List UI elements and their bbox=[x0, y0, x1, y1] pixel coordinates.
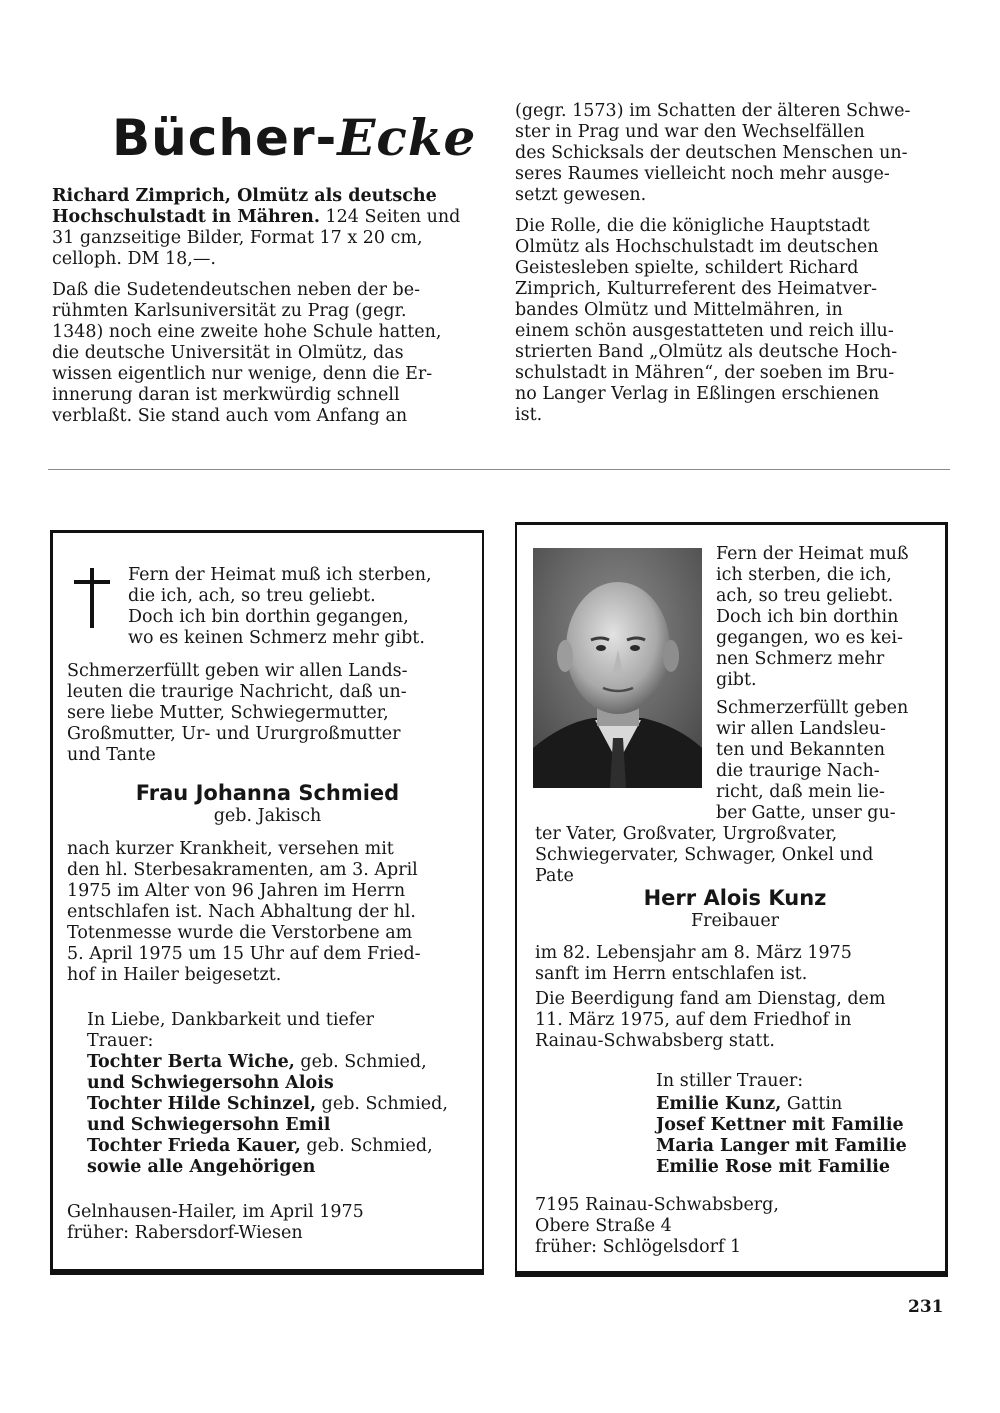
obituary-right-address bbox=[535, 1195, 935, 1258]
text-line: früher: Rabersdorf-Wiesen bbox=[67, 1223, 303, 1243]
poem-line: Doch ich bin dorthin bbox=[716, 607, 899, 627]
text-line: ter Vater, Großvater, Urgroßvater, bbox=[535, 824, 838, 844]
text-line: wir allen Landsleu- bbox=[716, 719, 886, 739]
text-line: strierten Band „Olmütz als deutsche Hoch- bbox=[515, 342, 898, 362]
text-line: Schmerzerfüllt geben wir allen Lands- bbox=[67, 661, 408, 681]
poem-line: ich sterben, die ich, bbox=[716, 565, 892, 585]
obituary-right-mourners bbox=[656, 1071, 946, 1178]
heading-main: Bücher- bbox=[112, 109, 338, 167]
poem-line: gegangen, wo es kei- bbox=[716, 628, 903, 648]
portrait-image bbox=[533, 548, 702, 788]
section-divider bbox=[48, 469, 950, 470]
review-right-column bbox=[515, 101, 950, 436]
text-line: ist. bbox=[515, 405, 543, 425]
text-line: im 82. Lebensjahr am 8. März 1975 bbox=[535, 943, 852, 963]
poem-line: wo es keinen Schmerz mehr gibt. bbox=[128, 628, 425, 648]
obituary-left-announcement bbox=[67, 661, 468, 766]
obituary-left-details bbox=[67, 839, 468, 986]
mourner-line: und Schwiegersohn Alois bbox=[87, 1073, 334, 1093]
text-line: Totenmesse wurde die Verstorbene am bbox=[67, 923, 413, 943]
deceased-name-left: Frau Johanna Schmied bbox=[135, 781, 400, 805]
text-line: Gelnhausen-Hailer, im April 1975 bbox=[67, 1202, 364, 1222]
text-line: früher: Schlögelsdorf 1 bbox=[535, 1237, 742, 1257]
text-line: den hl. Sterbesakramenten, am 3. April bbox=[67, 860, 418, 880]
text-line: Zimprich, Kulturreferent des Heimatver- bbox=[515, 279, 877, 299]
book-citation bbox=[52, 186, 484, 270]
citation-line: celloph. DM 18,—. bbox=[52, 249, 216, 269]
text-line: sanft im Herrn entschlafen ist. bbox=[535, 964, 808, 984]
heading-accent: Ecke bbox=[337, 108, 477, 167]
text-line: ber Gatte, unser gu- bbox=[716, 803, 896, 823]
review-paragraph-1-continued bbox=[515, 101, 950, 206]
obituary-right-announcement-continued bbox=[535, 824, 935, 887]
text-line: setzt gewesen. bbox=[515, 185, 647, 205]
obituary-left-poem bbox=[128, 565, 478, 649]
text-line: 7195 Rainau-Schwabsberg, bbox=[535, 1195, 779, 1215]
text-line: innerung daran ist merkwürdig schnell bbox=[52, 385, 400, 405]
mourning-intro: In Liebe, Dankbarkeit und tiefer bbox=[87, 1010, 374, 1030]
text-line: und Tante bbox=[67, 745, 156, 765]
text-line: Daß die Sudetendeutschen neben der be- bbox=[52, 280, 420, 300]
text-line: ster in Prag und war den Wechselfällen bbox=[515, 122, 865, 142]
obituary-left-place bbox=[67, 1202, 468, 1244]
obituary-left-mourners bbox=[87, 1010, 467, 1178]
maiden-name: geb. Jakisch bbox=[213, 806, 322, 826]
text-line: Großmutter, Ur- und Ururgroßmutter bbox=[67, 724, 401, 744]
text-line: ten und Bekannten bbox=[716, 740, 885, 760]
cross-icon bbox=[74, 568, 110, 628]
text-line: entschlafen ist. Nach Abhaltung der hl. bbox=[67, 902, 416, 922]
obituary-right-announcement bbox=[716, 698, 934, 824]
text-line: rühmten Karlsuniversität zu Prag (gegr. bbox=[52, 301, 407, 321]
text-line: schulstadt in Mähren“, der soeben im Bru- bbox=[515, 363, 895, 383]
section-heading bbox=[112, 108, 476, 167]
mourner-line: Tochter Hilde Schinzel, geb. Schmied, bbox=[87, 1094, 448, 1114]
text-line: 5. April 1975 um 15 Uhr auf dem Fried- bbox=[67, 944, 421, 964]
text-line: hof in Hailer beigesetzt. bbox=[67, 965, 282, 985]
obituary-right-poem bbox=[716, 544, 934, 691]
poem-line: ach, so treu geliebt. bbox=[716, 586, 894, 606]
text-line: no Langer Verlag in Eßlingen erschienen bbox=[515, 384, 880, 404]
poem-line: gibt. bbox=[716, 670, 757, 690]
review-left-column bbox=[52, 186, 484, 437]
obituary-right-funeral bbox=[535, 989, 935, 1052]
text-line: Obere Straße 4 bbox=[535, 1216, 672, 1236]
mourner-line: Emilie Kunz, Gattin bbox=[656, 1094, 843, 1114]
citation-line: Richard Zimprich, Olmütz als deutsche bbox=[52, 186, 437, 206]
obituary-right-details bbox=[535, 943, 935, 985]
mourner-line: und Schwiegersohn Emil bbox=[87, 1115, 331, 1135]
review-paragraph-2 bbox=[515, 216, 950, 426]
text-line: des Schicksals der deutschen Menschen un- bbox=[515, 143, 908, 163]
text-line: Pate bbox=[535, 866, 574, 886]
poem-line: die ich, ach, so treu geliebt. bbox=[128, 586, 376, 606]
citation-line: 31 ganzseitige Bilder, Format 17 x 20 cm, bbox=[52, 228, 423, 248]
occupation: Freibauer bbox=[690, 911, 780, 931]
text-line: richt, daß mein lie- bbox=[716, 782, 885, 802]
text-line: Olmütz als Hochschulstadt im deutschen bbox=[515, 237, 879, 257]
text-line: Die Beerdigung fand am Dienstag, dem bbox=[535, 989, 886, 1009]
poem-line: Doch ich bin dorthin gegangen, bbox=[128, 607, 409, 627]
text-line: Die Rolle, die die königliche Hauptstadt bbox=[515, 216, 870, 236]
text-line: wissen eigentlich nur wenige, denn die Er- bbox=[52, 364, 433, 384]
mourner-line: Emilie Rose mit Familie bbox=[656, 1157, 891, 1177]
review-paragraph-1 bbox=[52, 280, 484, 427]
mourner-line: Tochter Berta Wiche, geb. Schmied, bbox=[87, 1052, 427, 1072]
citation-line: Hochschulstadt in Mähren. 124 Seiten und bbox=[52, 207, 461, 227]
text-line: die traurige Nach- bbox=[716, 761, 880, 781]
page-number: 231 bbox=[908, 1297, 944, 1317]
text-line: 1975 im Alter von 96 Jahren im Herrn bbox=[67, 881, 406, 901]
mourner-line: sowie alle Angehörigen bbox=[87, 1157, 316, 1177]
text-line: 1348) noch eine zweite hohe Schule hatten, bbox=[52, 322, 442, 342]
text-line: nach kurzer Krankheit, versehen mit bbox=[67, 839, 394, 859]
mourner-line: Josef Kettner mit Familie bbox=[656, 1115, 904, 1135]
text-line: (gegr. 1573) im Schatten der älteren Schwe- bbox=[515, 101, 911, 121]
text-line: einem schön ausgestatteten und reich illu- bbox=[515, 321, 894, 341]
poem-line: Fern der Heimat muß bbox=[716, 544, 909, 564]
text-line: sere liebe Mutter, Schwiegermutter, bbox=[67, 703, 389, 723]
mourner-line: Tochter Frieda Kauer, geb. Schmied, bbox=[87, 1136, 433, 1156]
text-line: Schmerzerfüllt geben bbox=[716, 698, 909, 718]
mourning-intro: In stiller Trauer: bbox=[656, 1071, 804, 1091]
poem-line: nen Schmerz mehr bbox=[716, 649, 885, 669]
text-line: Rainau-Schwabsberg statt. bbox=[535, 1031, 775, 1051]
mourning-intro: Trauer: bbox=[87, 1031, 154, 1051]
text-line: Geistesleben spielte, schildert Richard bbox=[515, 258, 859, 278]
text-line: 11. März 1975, auf dem Friedhof in bbox=[535, 1010, 852, 1030]
text-line: bandes Olmütz und Mittelmähren, in bbox=[515, 300, 843, 320]
text-line: leuten die traurige Nachricht, daß un- bbox=[67, 682, 407, 702]
text-line: die deutsche Universität in Olmütz, das bbox=[52, 343, 404, 363]
poem-line: Fern der Heimat muß ich sterben, bbox=[128, 565, 432, 585]
mourner-line: Maria Langer mit Familie bbox=[656, 1136, 907, 1156]
text-line: Schwiegervater, Schwager, Onkel und bbox=[535, 845, 874, 865]
deceased-name-right: Herr Alois Kunz bbox=[643, 886, 827, 910]
portrait-photo bbox=[533, 548, 702, 788]
text-line: seres Raumes vielleicht noch mehr ausge- bbox=[515, 164, 890, 184]
text-line: verblaßt. Sie stand auch vom Anfang an bbox=[52, 406, 408, 426]
